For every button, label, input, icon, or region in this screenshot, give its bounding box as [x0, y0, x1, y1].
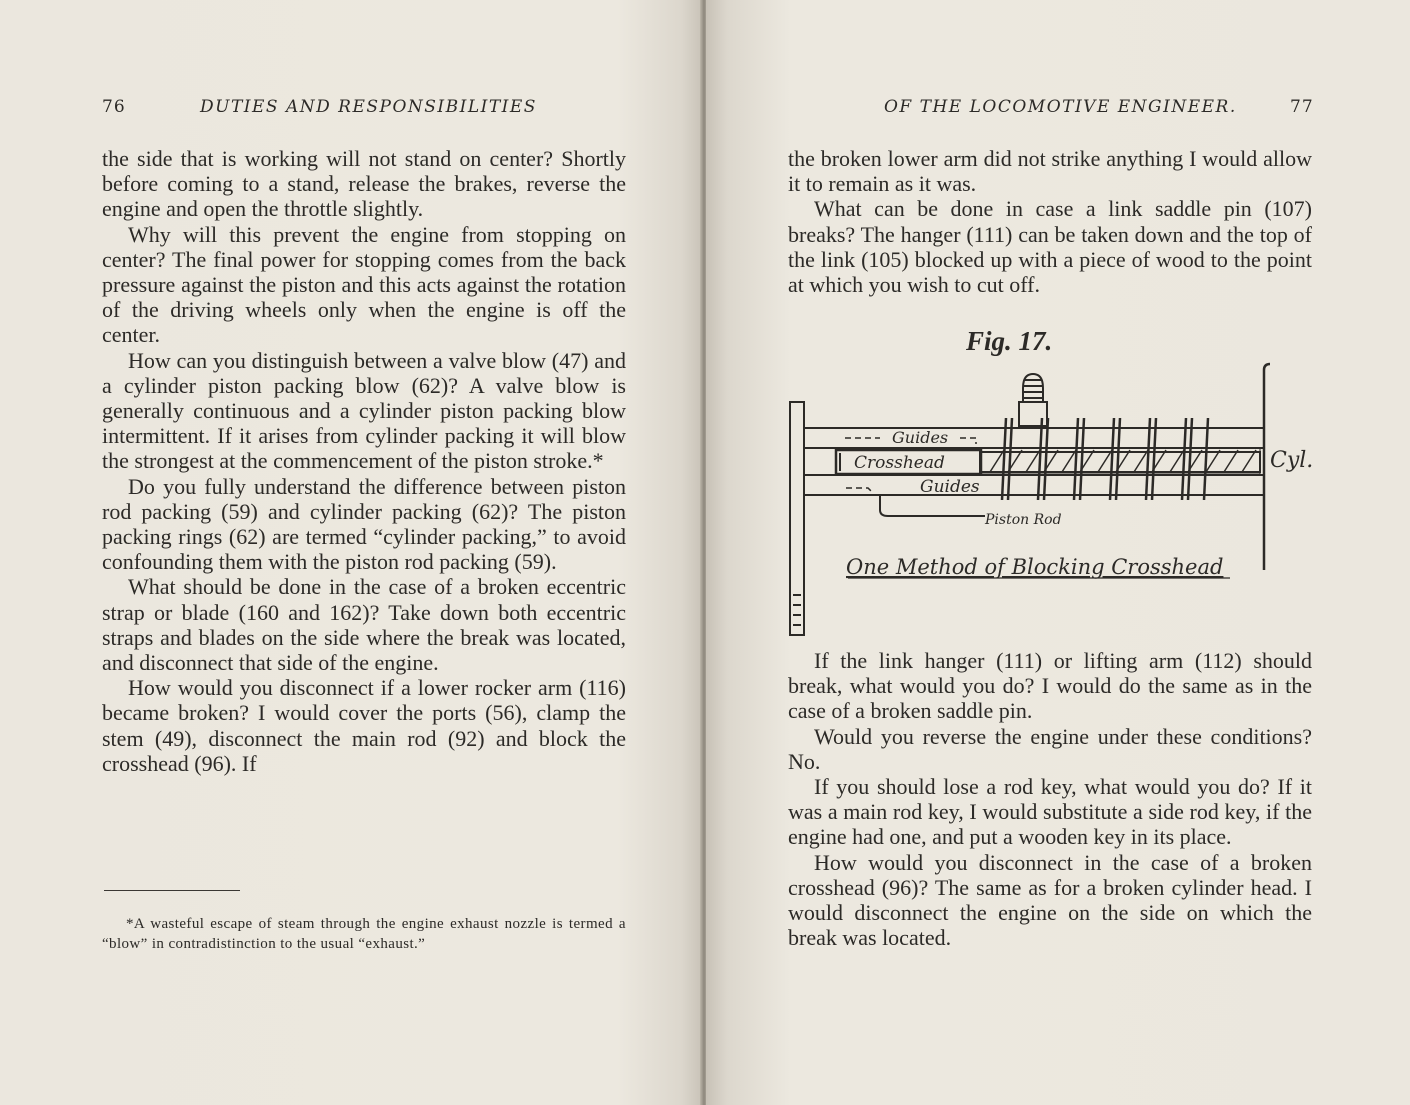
- right-running-title: OF THE LOCOMOTIVE ENGINEER.: [884, 97, 1237, 117]
- paragraph: Would you reverse the engine under these conditions? No.: [788, 723, 1312, 774]
- lower-guide-bar: [804, 475, 1264, 495]
- rope-lashings: [1002, 418, 1208, 500]
- paragraph: If you should lose a rod key, what would you do? If it was a main rod key, I would substitute a side rod key, if the engine had one, and put a wooden key in its place.: [788, 774, 1312, 850]
- label-piston-rod: Piston Rod: [985, 512, 1062, 528]
- right-body-text-bottom: [788, 648, 1312, 950]
- paragraph: How would you disconnect in the case of a broken crosshead (96)? The same as for a broken cylinder head. I would disconnect the engine on the side on which the break was located.: [788, 849, 1312, 951]
- lower-slide: [880, 495, 985, 516]
- paragraph: the side that is working will not stand on center? Shortly before coming to a stand, release the brakes, reverse the engine and open the throttle slightly.: [102, 146, 626, 222]
- paragraph: What should be done in the case of a broken eccentric strap or blade (160 and 162)? Take down both eccentric straps and blades on the side where the break was located, and disconnect that side of the engine.: [102, 574, 626, 676]
- footnote: [102, 914, 626, 954]
- left-body-text: [102, 146, 626, 776]
- left-page-number: 76: [102, 97, 126, 117]
- paragraph: the broken lower arm did not strike anything I would allow it to remain as it was.: [788, 146, 1312, 197]
- piston-rod: [980, 452, 1260, 472]
- yoke-post: [790, 402, 804, 635]
- footnote-divider: [104, 890, 240, 891]
- label-cylinder: Cyl.: [1270, 448, 1314, 473]
- paragraph: If the link hanger (111) or lifting arm (112) should break, what would you do? I would do the same as in the case of a broken saddle pin.: [788, 648, 1312, 724]
- figure-caption: One Method of Blocking Crosshead: [846, 555, 1224, 579]
- paragraph: Why will this prevent the engine from stopping on center? The final power for stopping comes from the back pressure against the piston and this acts against the rotation of the driving wheels only when the engine is off the center.: [102, 221, 626, 348]
- block-hatching: [990, 450, 1256, 472]
- right-body-text-top: [788, 146, 1312, 297]
- paragraph: How can you distinguish between a valve blow (47) and a cylinder piston packing blow (62)? A valve blow is generally continuous and a cylinder piston packing blow intermittent. If it arises from cylinder packing it will blow the strongest at the commencement of the piston stroke.*: [102, 347, 626, 474]
- label-crosshead: Crosshead: [854, 453, 945, 473]
- left-running-title: DUTIES AND RESPONSIBILITIES: [200, 97, 537, 117]
- right-page-number: 77: [1290, 97, 1314, 117]
- label-guides-bottom: Guides: [920, 477, 980, 497]
- paragraph: How would you disconnect if a lower rocker arm (116) became broken? I would cover the ports (56), clamp the stem (49), disconnect the main rod (92) and block the crosshead (96). If: [102, 675, 626, 776]
- label-guides-top: Guides: [892, 428, 949, 447]
- paragraph: What can be done in case a link saddle pin (107) breaks? The hanger (111) can be taken down and the top of the link (105) blocked up with a piece of wood to the point at which you wish to cut off.: [788, 196, 1312, 298]
- figure-title: Fig. 17.: [966, 326, 1053, 356]
- upper-guide-bar: [804, 428, 1264, 448]
- footnote-text: *A wasteful escape of steam through the engine exhaust nozzle is termed a “blow” in contradistinction to the usual “exhaust.”: [102, 916, 626, 952]
- crosshead-blocking-figure: [780, 360, 1320, 645]
- left-page: [0, 0, 702, 1105]
- paragraph: Do you fully understand the difference between piston rod packing (59) and cylinder packing (62)? The piston packing rings (62) are termed “cylinder packing,” to avoid confounding them with the piston rod packing (59).: [102, 473, 626, 575]
